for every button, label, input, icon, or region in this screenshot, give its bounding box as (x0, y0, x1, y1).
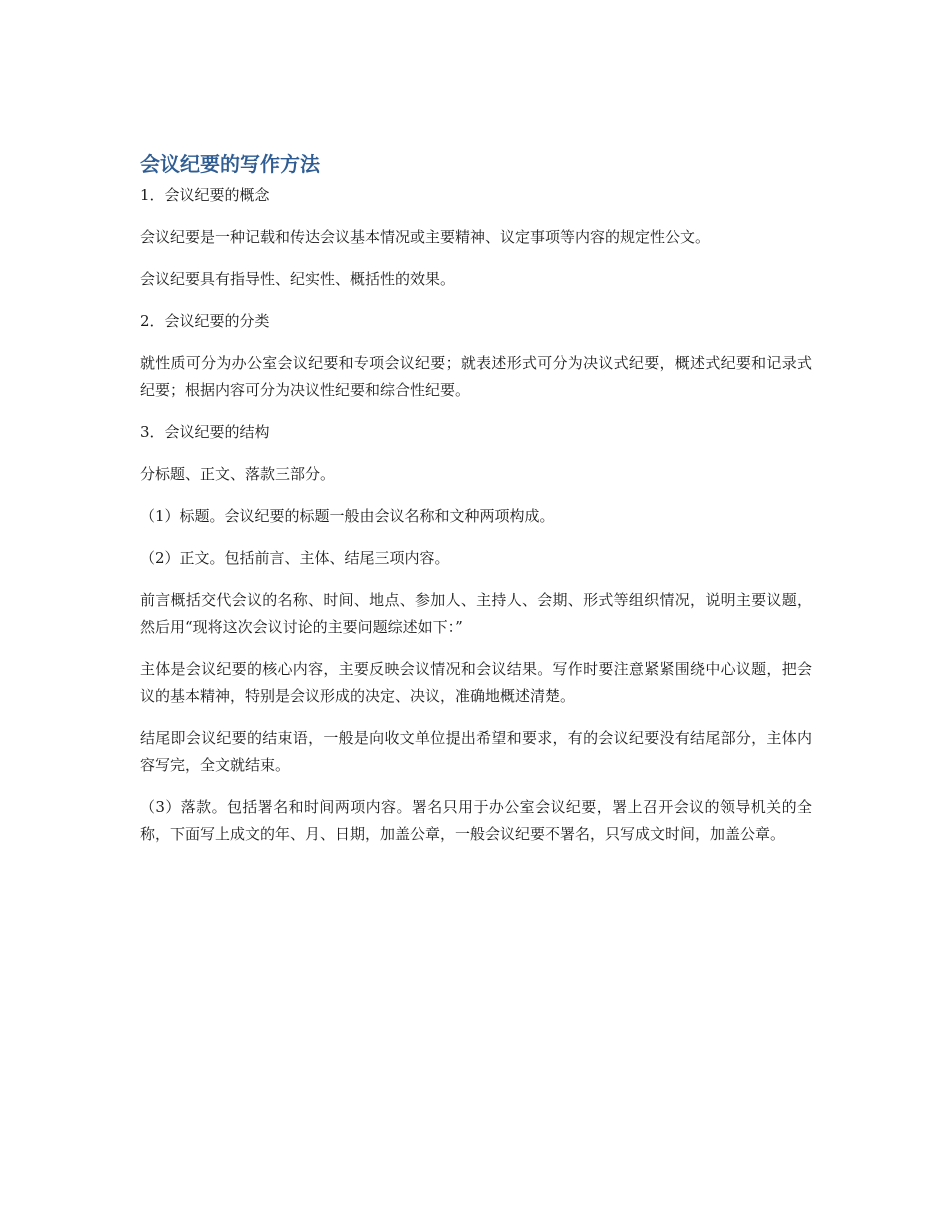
paragraph: （1）标题。会议纪要的标题一般由会议名称和文种两项构成。 (140, 507, 555, 525)
document-page (140, 150, 812, 863)
section-heading-structure: 3．会议纪要的结构 (140, 423, 270, 441)
document-title: 会议纪要的写作方法 (140, 152, 320, 176)
paragraph: 结尾即会议纪要的结束语，一般是向收文单位提出希望和要求，有的会议纪要没有结尾部分，主体内容写完，全文就结束。 (140, 729, 812, 774)
paragraph: 就性质可分为办公室会议纪要和专项会议纪要；就表述形式可分为决议式纪要，概述式纪要和记录式纪要；根据内容可分为决议性纪要和综合性纪要。 (140, 354, 812, 399)
paragraph: 前言概括交代会议的名称、时间、地点、参加人、主持人、会期、形式等组织情况，说明主要议题，然后用“现将这次会议讨论的主要问题综述如下：” (140, 591, 812, 636)
paragraph: （3）落款。包括署名和时间两项内容。署名只用于办公室会议纪要，署上召开会议的领导机关的全称，下面写上成文的年、月、日期，加盖公章，一般会议纪要不署名，只写成文时间，加盖公章。 (140, 798, 812, 843)
section-heading-classification: 2．会议纪要的分类 (140, 312, 270, 330)
section-heading-concept: 1．会议纪要的概念 (140, 186, 270, 204)
paragraph: 会议纪要具有指导性、纪实性、概括性的效果。 (140, 270, 456, 288)
paragraph: 主体是会议纪要的核心内容，主要反映会议情况和会议结果。写作时要注意紧紧围绕中心议题，把会议的基本精神，特别是会议形成的决定、决议，准确地概述清楚。 (140, 660, 812, 705)
paragraph: 分标题、正文、落款三部分。 (140, 465, 336, 483)
paragraph: （2）正文。包括前言、主体、结尾三项内容。 (140, 549, 450, 567)
paragraph: 会议纪要是一种记载和传达会议基本情况或主要精神、议定事项等内容的规定性公文。 (140, 228, 711, 246)
